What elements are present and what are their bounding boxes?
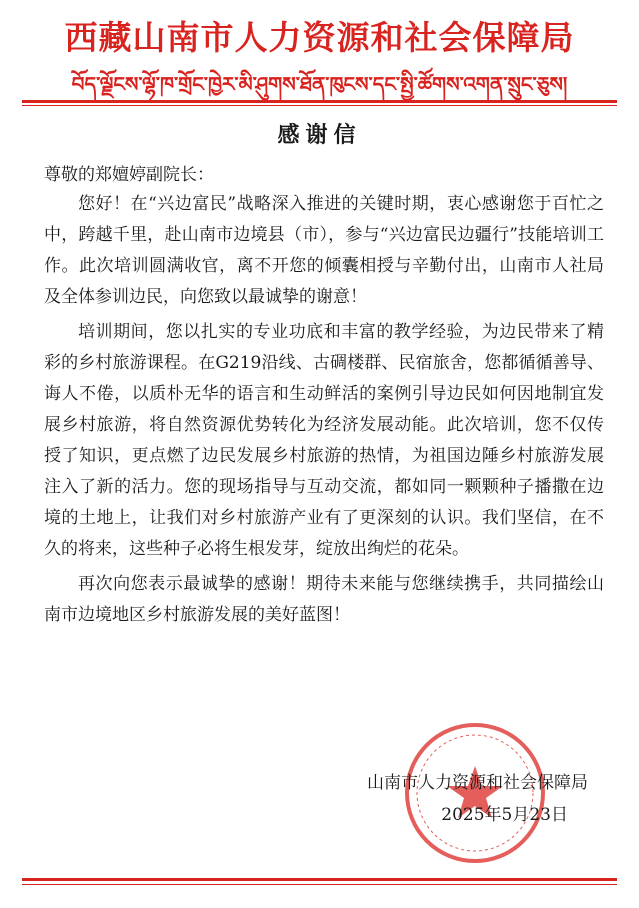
signature-date: 2025年5月23日 xyxy=(441,805,568,825)
letterhead-org-name: 西藏山南市人力资源和社会保障局 xyxy=(64,18,575,57)
official-seal-stamp xyxy=(400,718,550,868)
letter-title: 感谢信 xyxy=(277,122,362,148)
letterhead-divider-thick xyxy=(22,100,617,103)
signature-organization: 山南市人力资源和社会保障局 xyxy=(367,773,588,793)
letterhead-divider-thin xyxy=(22,105,617,106)
letter-body xyxy=(44,189,604,635)
letter-greeting: 尊敬的郑嬗婷副院长： xyxy=(44,165,214,185)
footer-divider-thin xyxy=(22,884,617,885)
letter-paragraph-1: 您好！在“兴边富民”战略深入推进的关键时期，衷心感谢您于百忙之中，跨越千里，赴山南市边境县（市），参与“兴边富民边疆行”技能培训工作。此次培训圆满收官，离不开您的倾囊相授与辛勤付出，山南市人社局及全体参训边民，向您致以最诚挚的谢意！ xyxy=(44,194,604,307)
letter-paragraph-2: 培训期间，您以扎实的专业功底和丰富的教学经验，为边民带来了精彩的乡村旅游课程。在G219沿线、古碉楼群、民宿旅舍，您都循循善导、诲人不倦，以质朴无华的语言和生动鲜活的案例引导边民如何因地制宜发展乡村旅游，将自然资源优势转化为经济发展动能。此次培训，您不仅传授了知识，更点燃了边民发展乡村旅游的热情，为祖国边陲乡村旅游发展注入了新的活力。您的现场指导与互动交流，都如同一颗颗种子播撒在边境的土地上，让我们对乡村旅游产业有了更深刻的认识。我们坚信，在不久的将来，这些种子必将生根发芽，绽放出绚烂的花朵。 xyxy=(44,322,604,559)
letter-paragraph-3: 再次向您表示最诚挚的感谢！期待未来能与您继续携手，共同描绘山南市边境地区乡村旅游发展的美好蓝图！ xyxy=(44,574,604,625)
letterhead-tibetan-name: བོད་ལྗོངས་ལྷོ་ཁ་གྲོང་ཁྱེར་མི་ཤུགས་ཐོན་ཁུངས་དང་སྤྱི་ཚོགས་འགན་སྲུང་ཅུས། xyxy=(71,72,568,96)
footer-divider-thick xyxy=(22,878,617,881)
